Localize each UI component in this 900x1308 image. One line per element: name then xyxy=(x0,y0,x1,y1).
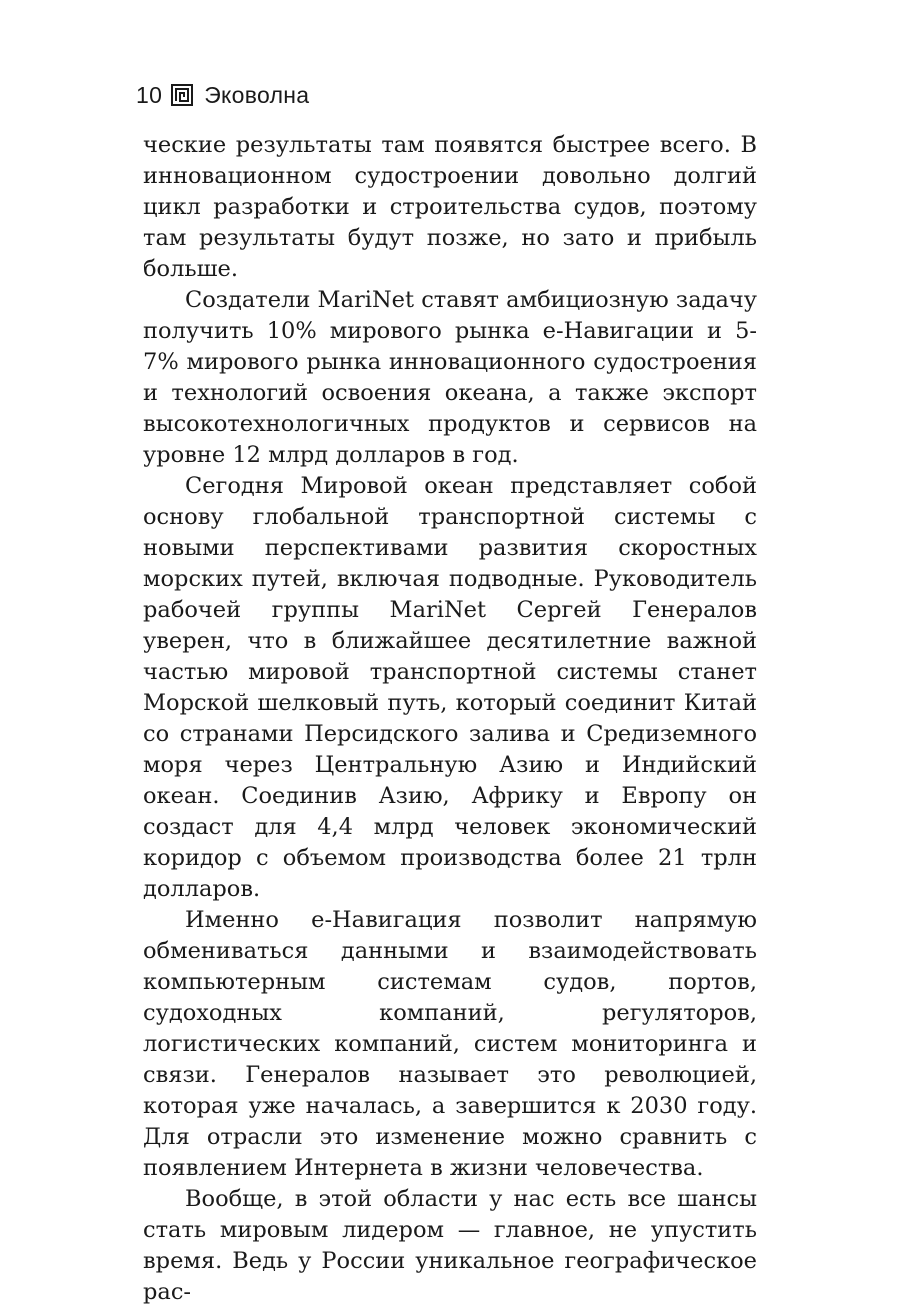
paragraph: Создатели MariNet ставят амбициозную задачу получить 10% мирового рынка е-Навигации и 5-7% мирового рынка инновационного судостроения и технологий освоения океана, а также экспорт высокотехнологичных продуктов и сервисов на уровне 12 млрд долларов в год. xyxy=(143,287,757,468)
paragraph: Именно е-Навигация позволит напрямую обмениваться данными и взаимодействовать компьютерным системам судов, портов, судоходных компаний, регуляторов, логистических компаний, систем мониторинга и связи. Генералов называет это революцией, которая уже началась, а завершится к 2030 году. Для отрасли это изменение можно сравнить с появлением Интернета в жизни человечества. xyxy=(143,907,757,1181)
paragraph: Вообще, в этой области у нас есть все шансы стать мировым лидером — главное, не упустить время. Ведь у России уникальное географическое рас- xyxy=(143,1186,757,1305)
paragraph: ческие результаты там появятся быстрее всего. В инновационном судостроении довольно долгий цикл разработки и строительства судов, поэтому там результаты будут позже, но зато и прибыль больше. xyxy=(143,132,757,282)
running-title: Эковолна xyxy=(204,81,310,108)
page-header xyxy=(136,78,309,112)
paragraph: Сегодня Мировой океан представляет собой основу глобальной транспортной системы с новыми перспективами развития скоростных морских путей, включая подводные. Руководитель рабочей группы MariNet Сергей Генералов уверен, что в ближайшее десятилетние важной частью мировой транспортной системы станет Морской шелковый путь, который соединит Китай со странами Персидского залива и Средиземного моря через Центральную Азию и Индийский океан. Соединив Азию, Африку и Европу он создаст для 4,4 млрд человек экономический коридор с объемом производства более 21 трлн долларов. xyxy=(143,473,757,902)
page-number: 10 xyxy=(136,81,163,108)
body-text xyxy=(143,130,757,1308)
greek-key-icon xyxy=(170,83,194,107)
